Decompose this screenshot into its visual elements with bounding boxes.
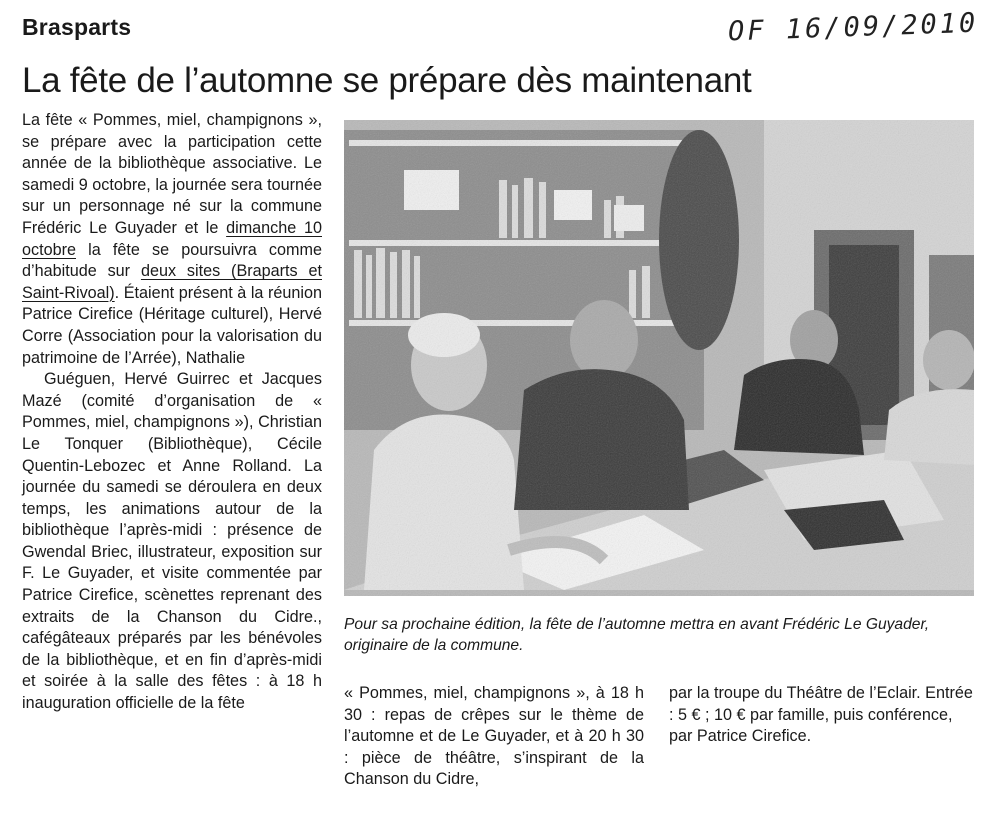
article-column-2: « Pommes, miel, champignons », à 18 h 30 : repas de crêpes sur le thème de l’automne et de Le Guyader, et à 20 h 30 : pièce de théâtre, s’inspirant de la Chanson du Cidre, bbox=[344, 684, 644, 789]
article-paragraph-2: Guéguen, Hervé Guirrec et Jacques Mazé (comité d’organisation de « Pommes, miel, champignons »), Christian Le Tonquer (Bibliothèque), Cécile Quentin-Lebozec et Anne Rolland. La journée du samedi se déroulera en deux temps, les animations autour de la bibliothèque l’après-midi : présence de Gwendal Briec, illustrateur, exposition sur F. Le Guyader, et visite commentée par Patrice Cirefice, scènettes reprenant des extraits de la Chanson du Cidre., cafégâteaux préparés par les bénévoles de la bibliothèque, et en fin d’après-midi et soirée à la salle des fêtes : à 18 h inauguration officielle de la fête bbox=[22, 370, 322, 713]
photo-caption: Pour sa prochaine édition, la fête de l’automne mettra en avant Frédéric Le Guyader, originaire de la commune. bbox=[344, 616, 930, 654]
underlined-date: dimanche 10 octobre bbox=[22, 218, 322, 259]
article-column-3: par la troupe du Théâtre de l’Eclair. Entrée : 5 € ; 10 € par famille, puis conférence, par Patrice Cirefice. bbox=[669, 684, 973, 746]
section-kicker: Brasparts bbox=[22, 14, 132, 40]
paragraph-1-text-b: la fête se poursuivra comme d’habitude sur bbox=[22, 240, 322, 281]
article-headline: La fête de l’automne se prépare dès maintenant bbox=[22, 61, 752, 100]
article-column-1 bbox=[22, 110, 322, 715]
paragraph-1-text-c: . Étaient présent à la réunion Patrice Cirefice (Héritage culturel), Hervé Corre (Association pour la valorisation du patrimoine de l’Arrée), Nathalie bbox=[22, 283, 322, 367]
article-paragraph-1 bbox=[22, 110, 322, 369]
paragraph-1-text-a: La fête « Pommes, miel, champignons », se prépare avec la participation cette année de la bibliothèque associative. Le samedi 9 octobre, la journée sera tournée sur un personnage né sur la commune Frédéric Le Guyader et le bbox=[22, 111, 322, 237]
meeting-photo bbox=[344, 120, 974, 596]
meeting-photo-illustration bbox=[344, 120, 974, 596]
handwritten-date-note: OF 16/09/2010 bbox=[727, 7, 979, 48]
underlined-sites: deux sites (Braparts et Saint-Rivoal) bbox=[22, 262, 322, 302]
